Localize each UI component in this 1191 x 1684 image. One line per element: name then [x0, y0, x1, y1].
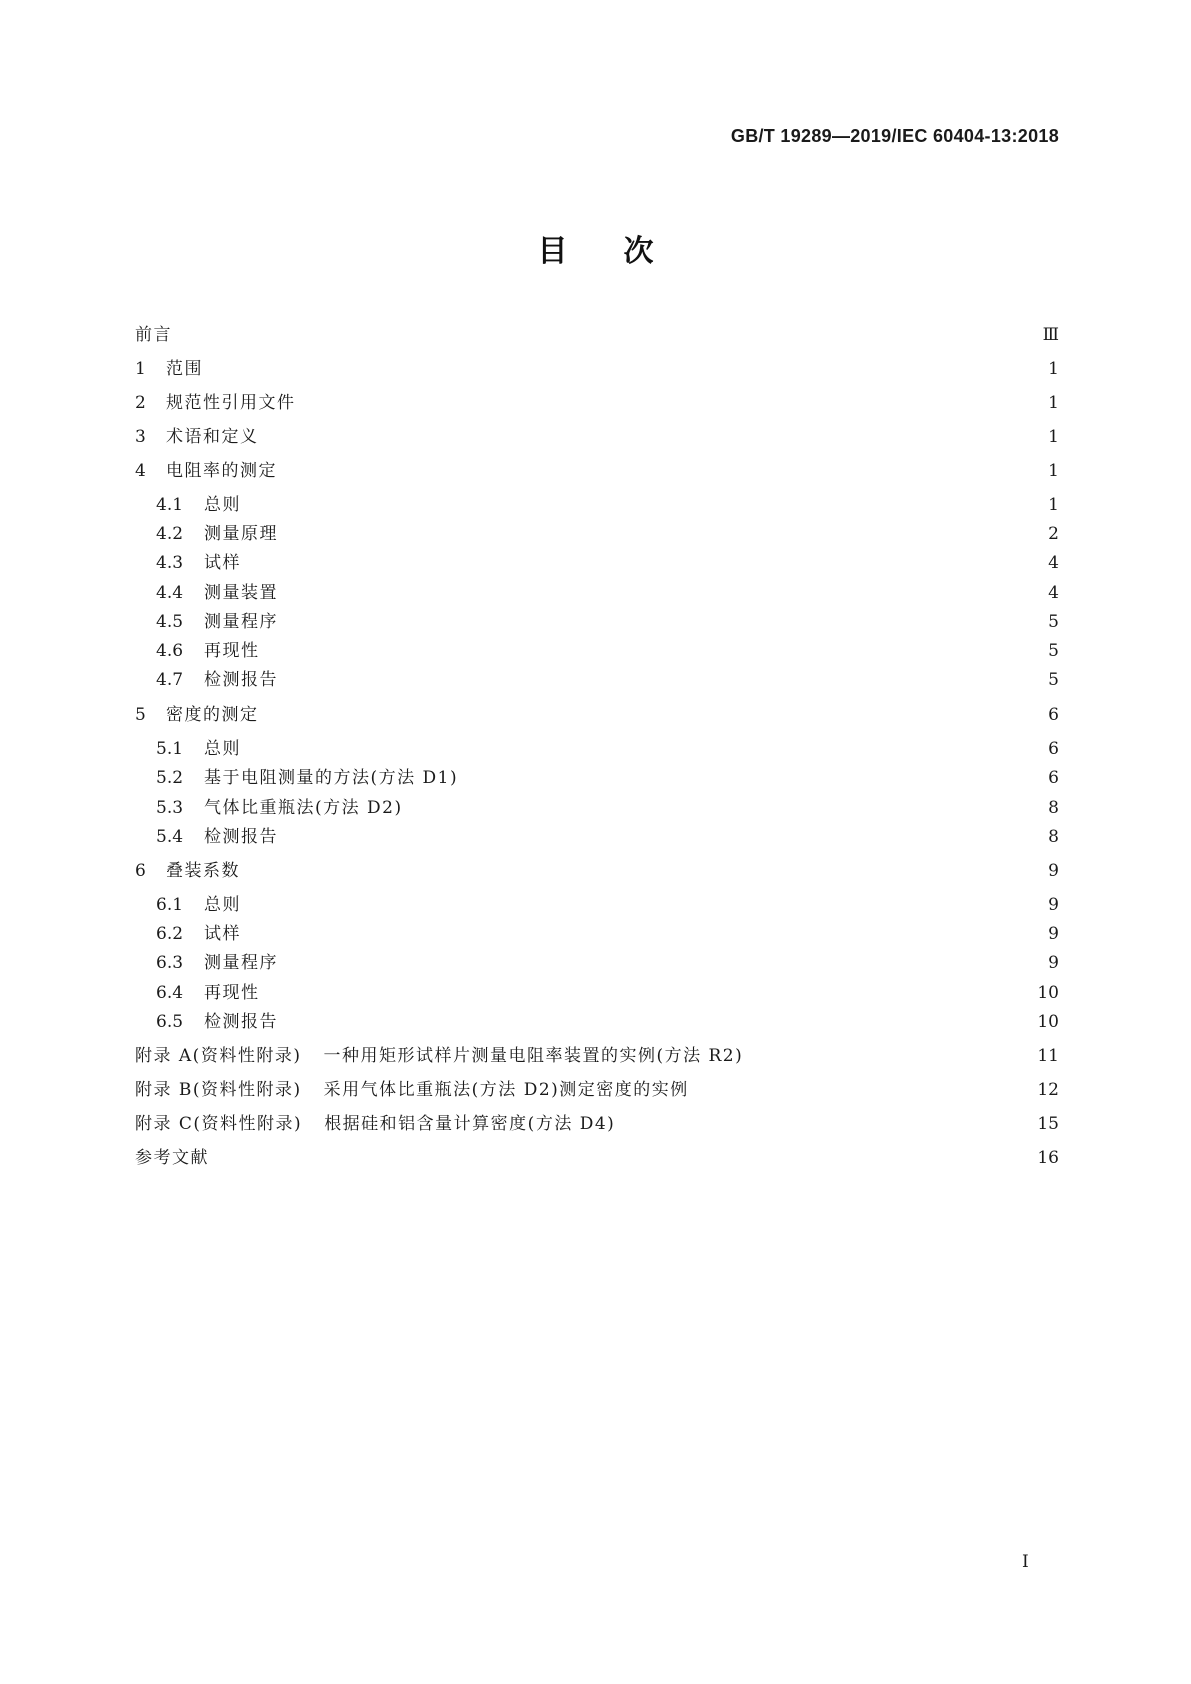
toc-entry-label: 检测报告	[204, 670, 278, 690]
dot-leader	[288, 951, 1037, 975]
toc-entry-label: 术语和定义	[166, 427, 259, 447]
toc-entry[interactable]	[156, 551, 1059, 575]
toc-entry[interactable]	[135, 703, 1059, 727]
toc-entry-page: 10	[1037, 983, 1059, 1003]
toc-entry-label: 总则	[204, 739, 241, 759]
toc-entry[interactable]	[156, 766, 1059, 790]
dot-leader	[288, 581, 1037, 605]
toc-entry-page: 11	[1037, 1046, 1059, 1066]
toc-entry-label: 测量程序	[204, 953, 278, 973]
toc-entry-page: 9	[1048, 861, 1059, 881]
toc-entry-number: 6.5	[156, 1012, 184, 1032]
toc-entry[interactable]	[156, 737, 1059, 761]
toc-entry[interactable]	[135, 1112, 1059, 1136]
standard-code: GB/T 19289—2019/IEC 60404-13:2018	[730, 126, 1059, 146]
page-title: 目次	[537, 234, 710, 269]
dot-leader	[306, 391, 1038, 415]
toc-entry-number: 4.3	[156, 553, 184, 573]
toc-entry-number: 4.1	[156, 495, 184, 515]
toc-entry-number: 4	[135, 461, 146, 481]
toc-entry-page: 4	[1048, 553, 1059, 573]
toc-entry-page: 6	[1048, 705, 1059, 725]
toc-entry-page: 6	[1048, 739, 1059, 759]
toc-entry-page: 15	[1037, 1114, 1059, 1134]
dot-leader	[270, 981, 1030, 1005]
toc-entry-page: 1	[1048, 495, 1059, 515]
toc-entry[interactable]	[156, 825, 1059, 849]
toc-entry-title: 根据硅和铝含量计算密度(方法 D4)	[324, 1114, 616, 1134]
toc-entry-page: 10	[1037, 1012, 1059, 1032]
toc-entry-label: 附录 B(资料性附录) 采用气体比重瓶法(方法 D2)测定密度的实例	[135, 1080, 689, 1100]
toc-entry-page: 16	[1037, 1148, 1059, 1168]
toc-entry-page: 8	[1048, 827, 1059, 847]
toc-entry[interactable]	[156, 981, 1059, 1005]
dot-leader	[250, 859, 1037, 883]
toc-entry-title: 采用气体比重瓶法(方法 D2)测定密度的实例	[323, 1080, 689, 1100]
dot-leader	[288, 522, 1037, 546]
toc-entry[interactable]	[156, 610, 1059, 634]
toc-entry-label: 再现性	[204, 983, 260, 1003]
dot-leader	[269, 425, 1038, 449]
toc-entry-number: 5	[135, 705, 146, 725]
toc-entry-page: 8	[1048, 798, 1059, 818]
toc-entry-number: 5.4	[156, 827, 184, 847]
dot-leader	[251, 493, 1037, 517]
toc-entry-label: 总则	[204, 895, 241, 915]
toc-entry[interactable]	[156, 581, 1059, 605]
toc-entry-label: 附录 C(资料性附录) 根据硅和铝含量计算密度(方法 D4)	[135, 1114, 616, 1134]
toc-entry-number: 4.7	[156, 670, 184, 690]
toc-entry-label: 检测报告	[204, 1012, 278, 1032]
toc-entry-label: 基于电阻测量的方法(方法 D1)	[204, 768, 459, 788]
toc-entry[interactable]	[156, 951, 1059, 975]
toc-entry-label: 测量程序	[204, 612, 278, 632]
toc-entry-number: 5.2	[156, 768, 184, 788]
toc-entry-page: 9	[1048, 924, 1059, 944]
dot-leader	[287, 459, 1037, 483]
toc-entry-page: 6	[1048, 768, 1059, 788]
toc-entry[interactable]	[156, 922, 1059, 946]
toc-entry-page: Ⅲ	[1042, 325, 1059, 345]
dot-leader	[251, 551, 1037, 575]
toc-entry-page: 1	[1048, 427, 1059, 447]
dot-leader	[182, 323, 1035, 347]
toc-entry-label: 电阻率的测定	[166, 461, 277, 481]
toc-entry-page: 4	[1048, 583, 1059, 603]
toc-entry[interactable]	[156, 522, 1059, 546]
toc-entry-page: 2	[1048, 524, 1059, 544]
toc-entry-label: 前言	[135, 325, 172, 345]
toc-entry-label: 检测报告	[204, 827, 278, 847]
toc-entry[interactable]	[135, 859, 1059, 883]
toc-entry-number: 6.1	[156, 895, 184, 915]
toc-entry-number: 4.4	[156, 583, 184, 603]
toc-entry[interactable]	[156, 493, 1059, 517]
toc-entry-page: 5	[1048, 641, 1059, 661]
toc-entry-label: 附录 A(资料性附录) 一种用矩形试样片测量电阻率装置的实例(方法 R2)	[135, 1046, 744, 1066]
dot-leader	[625, 1112, 1029, 1136]
dot-leader	[413, 796, 1037, 820]
dot-leader	[288, 610, 1037, 634]
toc-entry-number: 2	[135, 393, 146, 413]
dot-leader	[251, 922, 1037, 946]
toc-entry[interactable]	[135, 1078, 1059, 1102]
toc-entry-label: 参考文献	[135, 1148, 209, 1168]
dot-leader	[699, 1078, 1030, 1102]
toc-entry[interactable]	[135, 357, 1059, 381]
toc-entry[interactable]	[135, 1146, 1059, 1170]
dot-leader	[251, 737, 1037, 761]
toc-entry-number: 5.1	[156, 739, 184, 759]
toc-entry-label: 试样	[204, 553, 241, 573]
toc-entry[interactable]	[135, 1044, 1059, 1068]
toc-entry[interactable]	[156, 1010, 1059, 1034]
toc-entry[interactable]	[135, 391, 1059, 415]
page-number: I	[1022, 1552, 1029, 1572]
toc-entry-label: 测量装置	[204, 583, 278, 603]
toc-entry-label: 再现性	[204, 641, 260, 661]
toc-entry-label: 规范性引用文件	[166, 393, 296, 413]
dot-leader	[251, 893, 1037, 917]
toc-entry-page: 5	[1048, 670, 1059, 690]
dot-leader	[270, 639, 1038, 663]
dot-leader	[753, 1044, 1029, 1068]
dot-leader	[288, 825, 1037, 849]
toc-entry-page: 1	[1048, 359, 1059, 379]
toc-entry-number: 6.3	[156, 953, 184, 973]
toc-entry-page: 12	[1037, 1080, 1059, 1100]
toc-entry[interactable]	[156, 796, 1059, 820]
toc-entry-number: 1	[135, 359, 146, 379]
dot-leader	[468, 766, 1037, 790]
dot-leader	[288, 668, 1037, 692]
toc-entry-label: 气体比重瓶法(方法 D2)	[204, 798, 403, 818]
toc-entry-number: 4.5	[156, 612, 184, 632]
dot-leader	[213, 357, 1037, 381]
dot-leader	[269, 703, 1038, 727]
dot-leader	[219, 1146, 1029, 1170]
toc-entry-label: 试样	[204, 924, 241, 944]
toc-entry[interactable]	[135, 323, 1059, 347]
toc-entry-page: 1	[1048, 461, 1059, 481]
toc-entry-number: 4.2	[156, 524, 184, 544]
toc-entry-label: 测量原理	[204, 524, 278, 544]
toc-entry-page: 9	[1048, 895, 1059, 915]
toc-entry-label: 总则	[204, 495, 241, 515]
toc-entry-page: 1	[1048, 393, 1059, 413]
toc-entry-number: 5.3	[156, 798, 184, 818]
toc-entry-label: 范围	[166, 359, 203, 379]
toc-entry-title: 一种用矩形试样片测量电阻率装置的实例(方法 R2)	[323, 1046, 744, 1066]
toc-entry[interactable]	[135, 425, 1059, 449]
toc-entry-number: 3	[135, 427, 146, 447]
toc-entry[interactable]	[156, 668, 1059, 692]
toc-entry-label: 密度的测定	[166, 705, 259, 725]
toc-entry-page: 5	[1048, 612, 1059, 632]
toc-entry-page: 9	[1048, 953, 1059, 973]
toc-entry[interactable]	[135, 459, 1059, 483]
toc-entry-number: 6.4	[156, 983, 184, 1003]
dot-leader	[288, 1010, 1029, 1034]
toc-entry[interactable]	[156, 893, 1059, 917]
toc-entry-number: 4.6	[156, 641, 184, 661]
toc-entry-label: 叠装系数	[166, 861, 240, 881]
toc-entry-number: 6	[135, 861, 146, 881]
toc-entry[interactable]	[156, 639, 1059, 663]
toc-entry-number: 6.2	[156, 924, 184, 944]
